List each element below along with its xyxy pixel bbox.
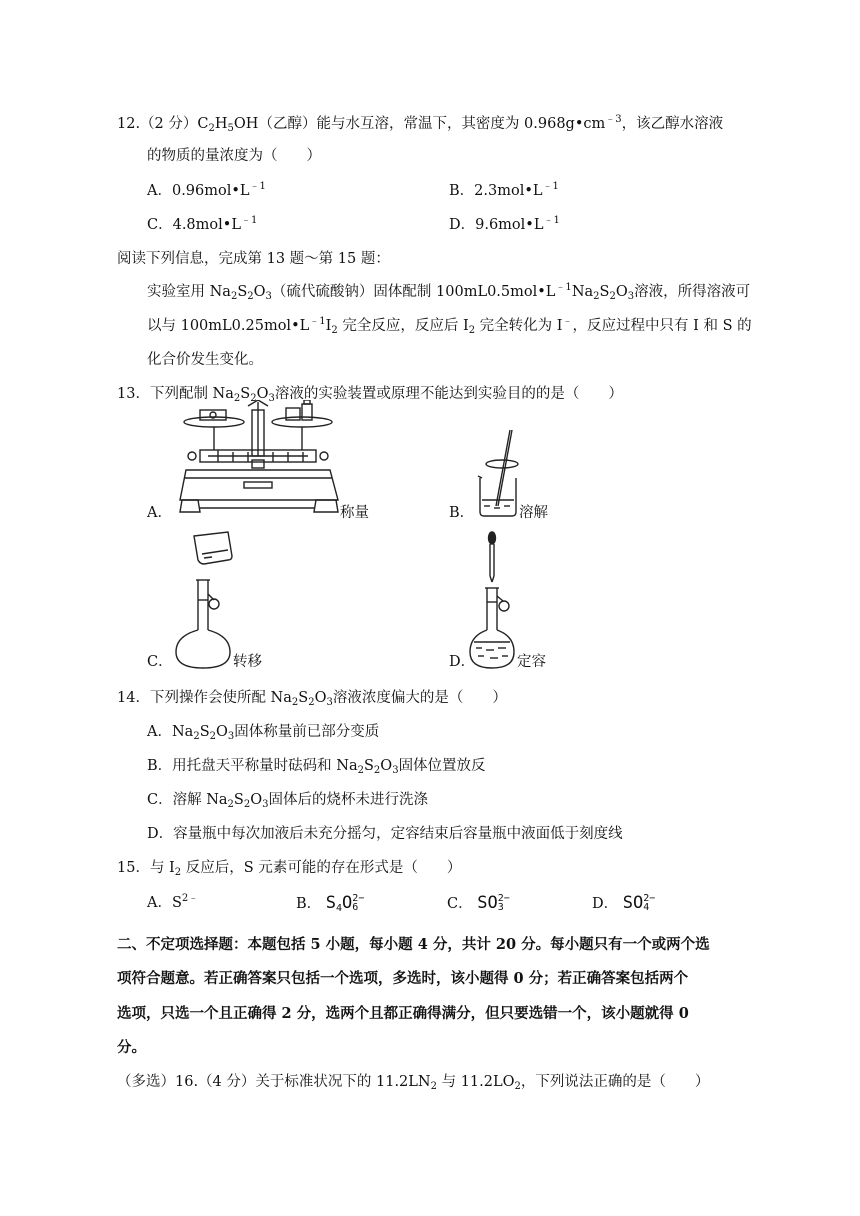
- q13-option-d-label: D．: [449, 654, 476, 670]
- q15-stem: 15．与 $I_2$ 反应后，S 元素可能的存在形式是（ ）: [117, 860, 462, 878]
- dropper-flask-figure: [468, 530, 518, 670]
- beaker-stirring-figure: [472, 428, 522, 520]
- transfer-flask-figure: [170, 530, 236, 670]
- reading-intro: 阅读下列信息，完成第 13 题～第 15 题：: [117, 251, 390, 267]
- q13-option-b-text: 溶解: [519, 505, 548, 521]
- reading-para-line2: 以与 $100mL0.25mol•L^{﹣1}I_2$ 完全反应，反应后 $I_2$ 完全转化为 I﹣，反应过程中只有 I 和 S 的: [147, 316, 752, 336]
- q14-stem: 14．下列操作会使所配 $Na_2S_2O_3$溶液浓度偏大的是（ ）: [117, 690, 507, 708]
- q13-option-a-text: 称量: [340, 505, 369, 521]
- q16-stem: （多选）16.（4 分）关于标准状况下的 $11.2LN_2$ 与 $11.2LO_2$，下列说法正确的是（ ）: [117, 1074, 710, 1092]
- q14-option-d: D．容量瓶中每次加液后未充分摇匀，定容结束后容量瓶中液面低于刻度线: [147, 826, 623, 842]
- q12-option-c: C．$4.8mol•L^{﹣1}$: [147, 215, 258, 233]
- q12-option-b: B．$2.3mol•L^{﹣1}$: [449, 181, 559, 199]
- q13-option-c-text: 转移: [233, 654, 262, 670]
- tetrathionate-ion: $S_4O2-$ 6: [325, 893, 365, 914]
- q13-option-d-text: 定容: [517, 654, 546, 670]
- q13-option-a-label: A．: [147, 505, 172, 521]
- q13-stem: 13．下列配制 $Na_2S_2O_3$溶液的实验装置或原理不能达到实验目的的是（ ）: [117, 386, 623, 404]
- sulfite-ion: SO2− 3: [477, 893, 510, 913]
- section2-line4: 分。: [117, 1039, 146, 1056]
- reading-para-line1: 实验室用 $Na_2S_2O_3$（硫代硫酸钠）固体配制 $100mL0.5mol•L^{﹣1}Na_2S_2O_3$溶液，所得溶液可: [147, 282, 751, 302]
- q12-line2: 的物质的量浓度为（ ）: [147, 148, 321, 164]
- q12-line1: 12.（2 分）$C_2H_5OH$（乙醇）能与水互溶，常温下，其密度为 $0.968g•cm^{﹣3}$，该乙醇水溶液: [117, 114, 724, 134]
- q12-option-a: A．$0.96mol•L^{﹣1}$: [147, 181, 266, 199]
- q15-option-c: C． SO2− 3: [447, 893, 510, 913]
- q12-option-d: D．$9.6mol•L^{﹣1}$: [449, 215, 560, 233]
- q15-option-b: B． $S_4O2-$ 6: [296, 893, 365, 914]
- q14-option-a: A．$Na_2S_2O_3$固体称量前已部分变质: [147, 724, 380, 742]
- q14-option-c: C．溶解 $Na_2S_2O_3$固体后的烧杯未进行洗涤: [147, 792, 428, 810]
- reading-para-line3: 化合价发生变化。: [147, 352, 263, 368]
- balance-scale-figure: [178, 400, 340, 518]
- section2-line1: 二、不定项选择题：本题包括 5 小题，每小题 4 分，共计 20 分。每小题只有一个或两个选: [117, 936, 710, 953]
- q13-option-c-label: C．: [147, 654, 173, 670]
- sulfate-ion: SO2− 4: [622, 893, 656, 913]
- q15-option-a: A．$S^{2﹣}$: [147, 893, 199, 911]
- q13-option-b-label: B．: [449, 505, 475, 521]
- section2-line2: 项符合题意。若正确答案只包括一个选项，多选时，该小题得 0 分；若正确答案包括两个: [117, 970, 689, 987]
- q15-option-d: D． SO2− 4: [592, 893, 656, 913]
- section2-line3: 选项，只选一个且正确得 2 分，选两个且都正确得满分，但只要选错一个，该小题就得 0: [117, 1005, 689, 1022]
- q14-option-b: B．用托盘天平称量时砝码和 $Na_2S_2O_3$固体位置放反: [147, 758, 486, 776]
